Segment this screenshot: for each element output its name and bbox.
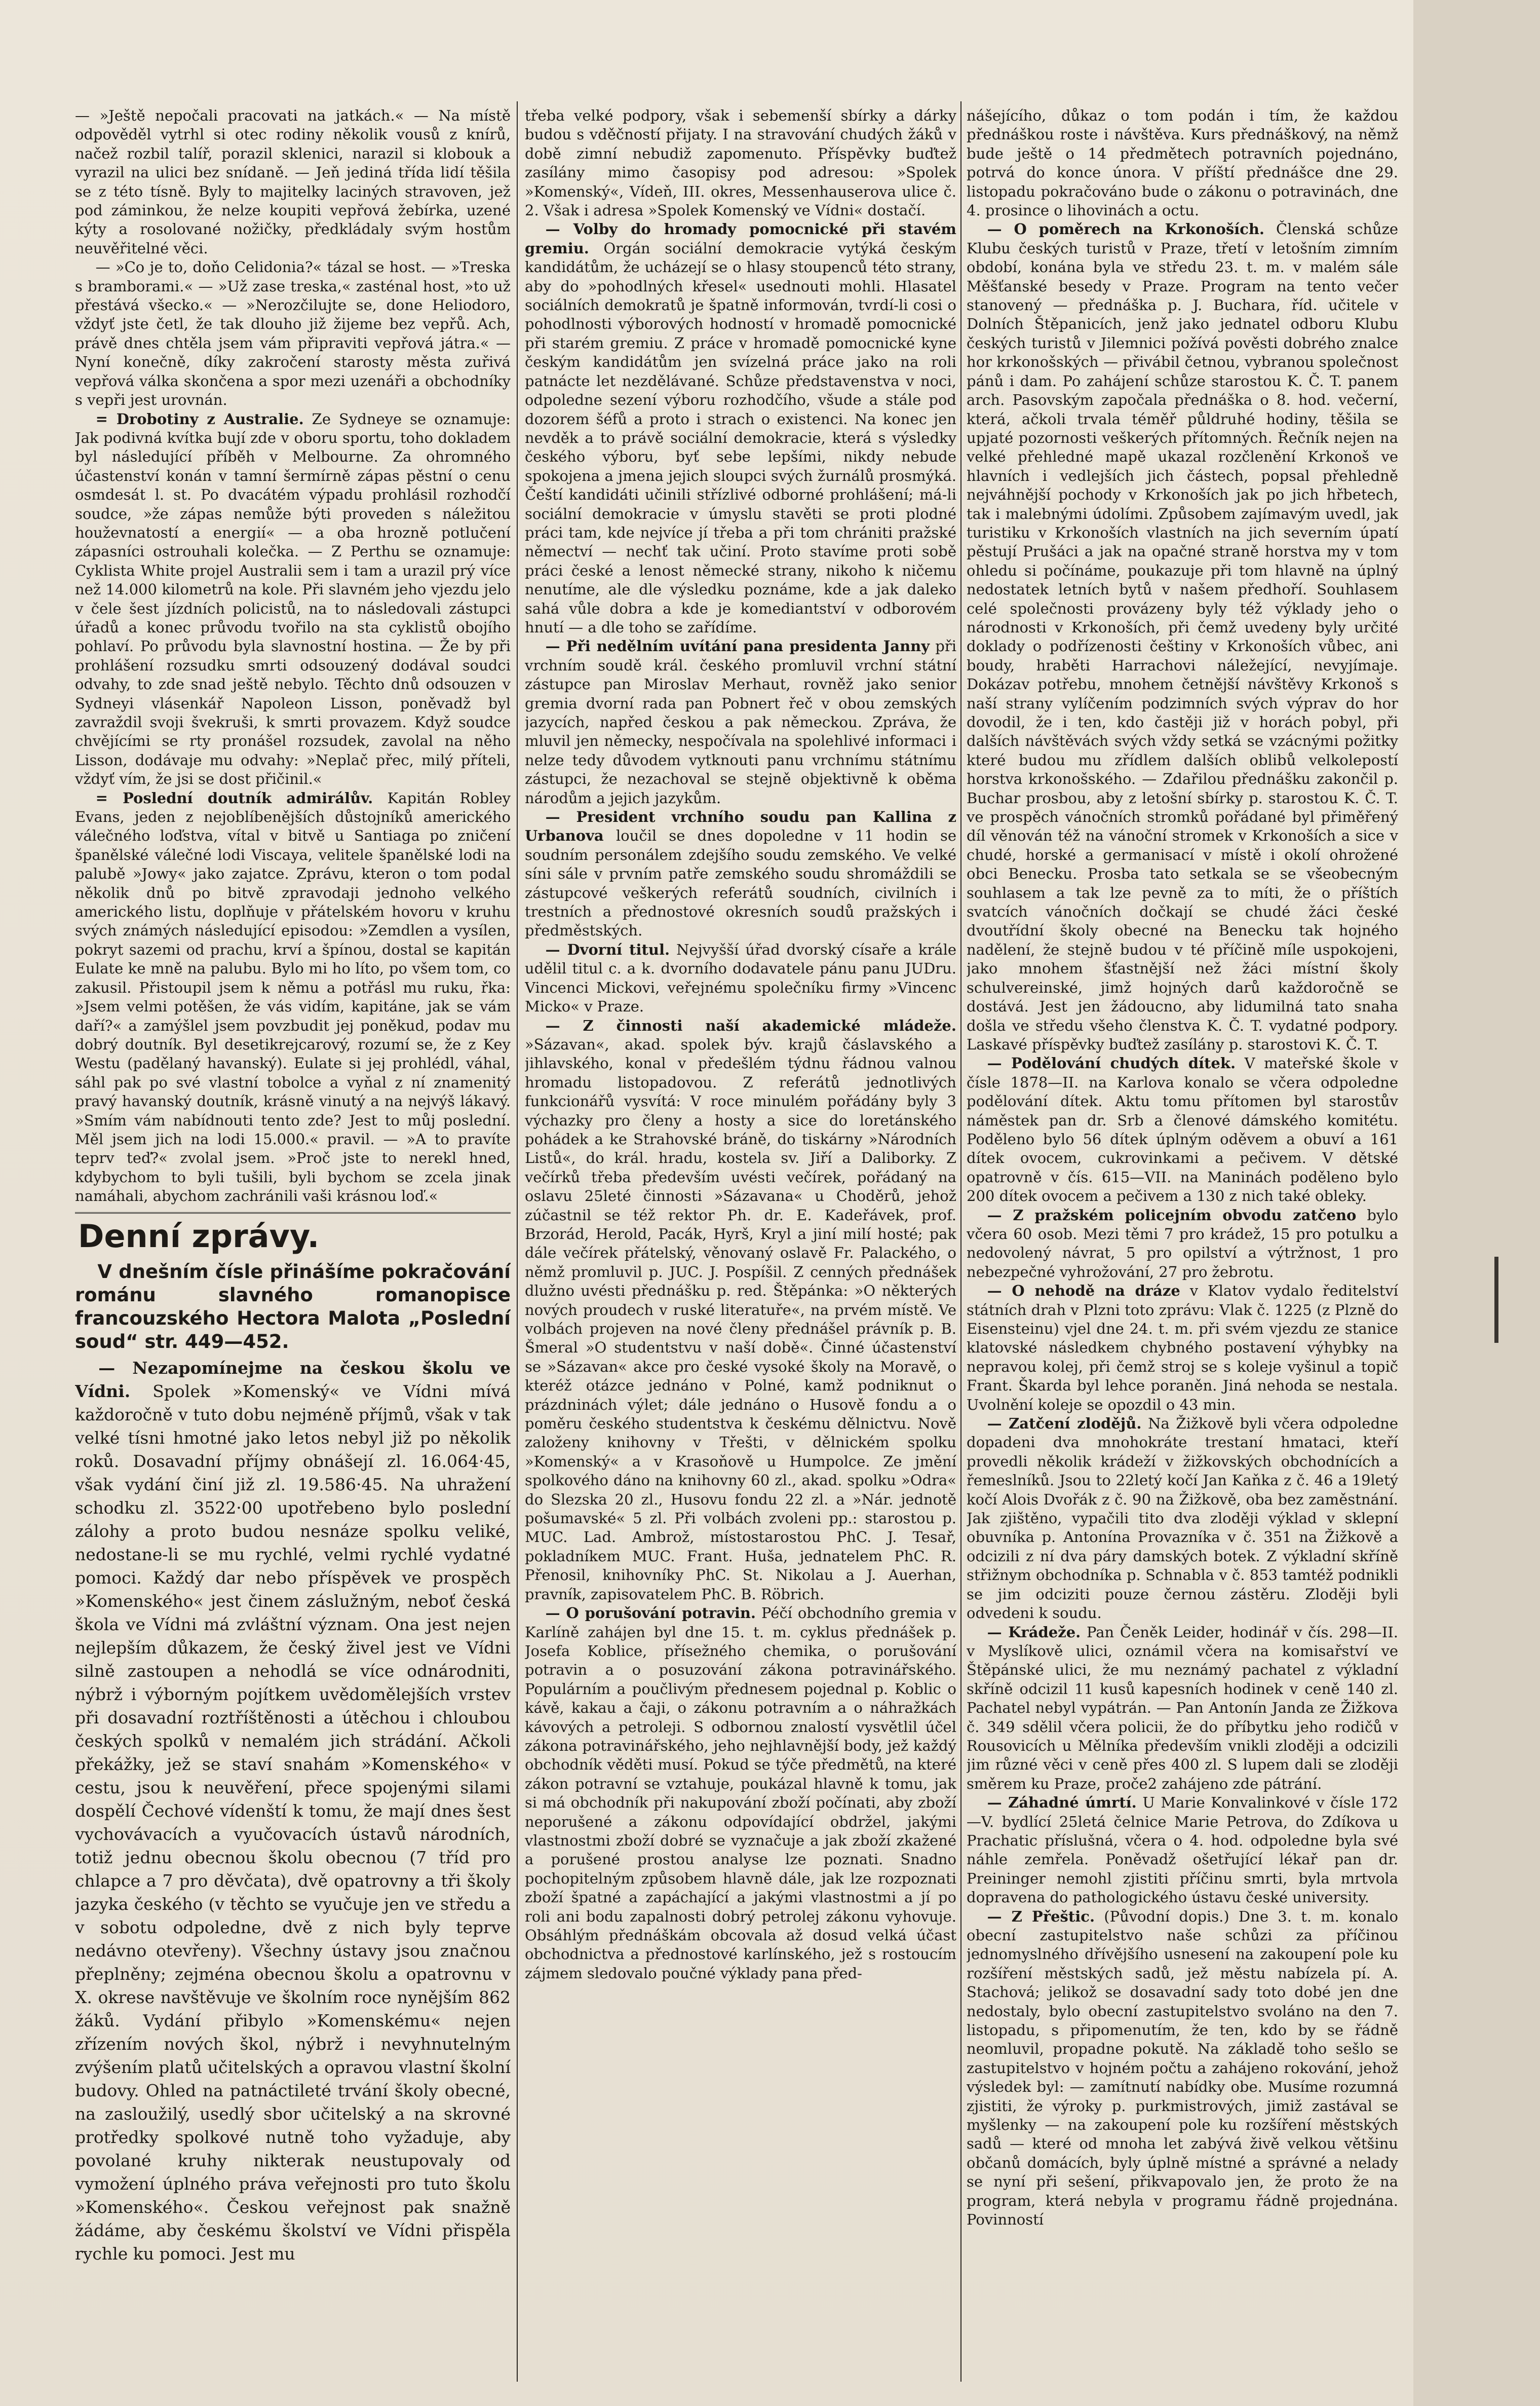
paragraph: V mateřské škole v čísle 1878—II. na Karlova konalo se včera odpoledne podělování dítek. Aktu tomu přítomen byl starostův náměstek pan dr. Srb a členové dámského komitétu. Poděleno bylo 56 dítek úplným oděvem a obuví a 161 dítek ovocem, cukrovinkami a pečivem. V dětské opatrovně v čís. 615—VII. na Maninách poděleno bylo 200 dítek ovocem a pečivem a 130 z nich také obleky. bbox=[967, 1055, 1398, 1205]
column-rule-1 bbox=[517, 101, 518, 2382]
article-heading: — Dvorní titul. bbox=[545, 941, 670, 958]
paragraph: Na Žižkově byli včera odpoledne dopadeni dva mnohokráte trestaní hmataci, kteří provedli několik krádeží v žižkovských obchodnících a řemeslníků. Jsou to 22letý kočí Jan Kaňka z č. 46 a 19letý kočí Alois Dvořák z č. 90 na Žižkově, oba bez zaměstnání. Jak zjištěno, vypačili tito dva zloději výklad v sklepní obuvníka p. Antonína Provazníka v č. 351 na Žižkově a odcizili z ní dva páry damských botek. Z výkladní skříně střižnym obchodníka p. Schnabla v č. 853 tamtéž podnikli se jim odciziti pouze černou zástěru. Zloději byli odvedeni k soudu. bbox=[967, 1415, 1398, 1622]
paragraph: v Klatov vydalo ředitelství státních drah v Plzni toto zprávu: Vlak č. 1225 (z Plzně do Eisensteinu) vjel dne 24. t. m. při svém vjezdu ze stanice klatovské následkem chybného postavení výhybky na nepravou kolej, při čemž stroj se s koleje vyšinul a topič Frant. Škarda byl lehce poraněn. Jiná nehoda se nestala. Uvolnění koleje se opozdil o 43 min. bbox=[967, 1282, 1398, 1413]
article-heading: — Z činnosti naší akademické mládeže. bbox=[545, 1017, 956, 1034]
article-heading: — Z pražském policejním obvodu zatčeno bbox=[987, 1206, 1357, 1224]
paragraph: Kapitán Robley Evans, jeden z nejoblíbenějších důstojníků amerického válečného loďstva, vítal v bitvě u Santiaga po zničení španělské válečné lodi Viscaya, velitele španělské lodi na palubě »Jowy« jako zajatce. Zprávu, kteron o tom podal několik dnů po bitvě zpravodaji jednoho velkého amerického listu, doplňuje v přátelském hovoru v kruhu svých známých následující episodou: »Zemdlen a vysílen, pokryt sazemi od prachu, krví a špínou, dostal se kapitán Eulate ke mně na palubu. Bylo mi ho líto, po všem tom, co zakusil. Přistoupil jsem k němu a potřásl mu ruku, řka: »Jsem velmi potěšen, že vás vidím, kapitáne, jak se vám daří?« a zamýšlel jsem povzbudit jej poněkud, podav mu dobrý doutník. Byl desetikrejcarový, rozumí se, že z Key Westu (padělaný havanský). Eulate si jej prohlédl, váhal, sáhl pak po své vlastní tobolce a vyňal z ní znamenitý pravý havanský doutník, krásně vinutý a na nejvýš lákavý. »Smím vám nabídnouti tento zde? Jest to můj poslední. Měl jsem jich na lodi 15.000.« pravil. — »A to pravíte teprv teď?« zvolal jsem. »Proč jste to nerekl hned, kdybychom to byli tušili, byli bychom se zcela jinak namáhali, abychom zachránili vaši krásnou loď.« bbox=[75, 789, 511, 1205]
paragraph: nášejícího, důkaz o tom podán i tím, že každou přednáškou roste i návštěva. Kurs přednáškový, na němž bude ještě o 14 předmětech potravních pojednáno, potrvá do konce února. V příští přednášce dne 29. listopadu pokračováno bude o zákonu o potravinách, dne 4. prosince o lihovinách a octu. bbox=[967, 107, 1398, 219]
article-heading: — President vrchního soudu pan Kallina z Urbanova bbox=[525, 808, 956, 845]
paragraph: třeba velké podpory, však i sebemenší sbírky a dárky budou s vděčností přijaty. I na stravování chudých žáků v době zimní nebudiž zapomenuto. Příspěvky buďtež zasílány mimo časopisy pod adresou: »Spolek »Komenský«, Vídeň, III. okres, Messenhauserova ulice č. 2. Však i adresa »Spolek Komenský ve Vídni« dostačí. bbox=[525, 107, 956, 219]
column-1 bbox=[75, 106, 511, 2377]
section-divider bbox=[75, 1212, 511, 1214]
lead-notice: V dnešním čísle přinášíme pokračování románu slavného romanopisce francouzského Hectora Malota „Poslední soud“ str. 449—452. bbox=[75, 1260, 511, 1352]
article-heading: — O porušování potravin. bbox=[545, 1604, 756, 1622]
paragraph: Péčí obchodního gremia v Karlíně zahájen byl dne 15. t. m. cyklus přednášek p. Josefa Koblice, přísežného chemika, o porušování potravin a o posuzování zákona potravinářského. Populárním a poučlivým přednesem pojednal p. Koblic o kávě, kakau a čaji, o zákonu potravním a o náhražkách kávových a petroleji. S odbornou znalostí vysvětlil účel zákona potravinářského, jeho nejhlavnější body, jež každý obchodník věděti musí. Pokud se týče předmětů, na které zákon potravní se vztahuje, poukázal hlavně k tomu, jak si má obchodník při nakupování zboží počínati, aby zboží neporušené a zákonu odpovídající obdržel, jakými vlastnostmi zboží dobré se vyznačuje a jak zboží zkažené a porušené prostou analyse lze poznati. Snadno pochopitelným způsobem hlavně dále, jak lze rozpoznati zboží špatné a zapáchající a jakými vlastnostmi a jí po roli ani bodu zapalnosti dobrý petrolej zákonu vyhovuje. Obsáhlým přednáškám obcovala až dosud velká účast obchodnictva a přednostové karlínského, jež s rostoucím zájmem sledovalo poučné výklady pana před- bbox=[525, 1604, 956, 1982]
column-rule-2 bbox=[960, 101, 961, 2382]
article-heading: — Zatčení zlodějů. bbox=[987, 1415, 1142, 1433]
article-heading: — Při nedělním uvítání pana presidenta Janny bbox=[545, 637, 930, 655]
article-heading: — Z Přeštic. bbox=[987, 1907, 1095, 1925]
paragraph: »Sázavan«, akad. spolek býv. krajů čáslavského a jihlavského, konal v předešlém týdnu řádnou valnou hromadu listopadovou. Z referátů jednotlivých funkcionářů vysvítá: V roce minulém pořádány byly 3 výchazky pro členy a hosty a sice do loretánského pohádek a ke Strahovské bráně, do tiskárny »Národních Listů«, do král. hradu, kostela sv. Jiří a Daliborky. Z večírků třeba především uvésti večírek, pořádaný na oslavu 25leté činnosti »Sázavana« u Choděrů, jehož zúčastnil se též rektor Ph. dr. E. Kadeřávek, prof. Brzorád, Herold, Pacák, Hyrš, Kryl a jiní milí hosté; pak dále večírek přátelský, věnovaný oslavě Fr. Palackého, o němž promluvil p. JUC. J. Pospíšil. Z cenných přednášek dlužno uvésti přednášku p. red. Štěpánka: »O některých nových proudech v ruské literatuře«, na prvém místě. Ve volbách projeven na nové členy přednášel právník p. B. Šmeral »O studentstvu v naší době«. Činné účastenství se »Sázavan« akce pro české vysoké školy na Moravě, o kteréž otázce jednáno v Polné, kamž podniknut o prázdninách výlet; dále jednáno o Husově fondu a o poměru českého studentstva k českému dělnictvu. Nově založeny knihovny v Třešti, v dělnickém spolku »Komenský« a v Krasoňově u Humpolce. Ze jmění spolkového dáno na knihovny 60 zl., akad. spolku »Odra« do Slezska 20 zl., Husovu fondu 22 zl. a »Nár. jednotě pošumavské« 5 zl. Při volbách zvoleni pp.: starostou p. MUC. Lad. Ambrož, místostarostou PhC. J. Tesař, pokladníkem MUC. Frant. Huša, jednatelem PhC. R. Přenosil, knihovníky PhC. St. Nikolau a J. Auerhan, pravník, zapisovatelem PhC. B. Röbrich. bbox=[525, 1035, 956, 1603]
paragraph: — »Ještě nepočali pracovati na jatkách.« — Na místě odpověděl vytrhl si otec rodiny několik vousů z knírů, načež rozbil talíř, porazil sklenici, narazil si klobouk a vyrazil na ulici bez snídaně. — Jeň jediná třída lidí těšila se z této tísně. Byly to majitelky laciných stravoven, jež pod záminkou, že nelze koupiti vepřová žebírka, uzené kýty a rosolované nožičky, předkládaly svým hostům neuvěřitelné věci. bbox=[75, 107, 511, 257]
paragraph: U Marie Konvalinkové v čísle 172—V. bydlící 25letá čelnice Marie Petrova, do Zdíkova u Prachatic příslušná, včera o 4. hod. odpoledne byla své náhle zemřela. Poněvadž ošetřující lékař pan dr. Preininger nemohl zjistiti příčinu smrti, byla mrtvola dopravena do pathologického ústavu české university. bbox=[967, 1794, 1398, 1906]
paragraph: Orgán sociální demokracie vytýká českým kandidátům, že ucházejí se o hlasy stoupenců této strany, aby do »pohodlných křesel« usednouti mohli. Hlasatel sociálních demokratů je špatně informován, tvrdí-li cosi o pohodlnosti výborových hodností v hromadě pomocnické při starém gremiu. Z práce v hromadě pomocnické kyne českým kandidátům jen svízelná práce jako na roli patnácte let nezdělávané. Schůze představenstva v noci, odpoledne sezení výboru rozhodčího, všude a stále pod dozorem šéfů a proto i strach o existenci. Na konec jen nevděk a to právě sociální demokracie, která s výsledky českého výboru, byť sebe lepšími, nikdy nebude spokojena a jmena jejich sloupci svých žurnálů prosmýká. Čeští kandidáti učinili střízlivé odborné prohlášení; má-li sociální demokracie v úmyslu stavěti se proti plodné práci tam, kde nejvíce jí třeba a při tom chrániti pražské němectví — nechť tak učiní. Proto stavíme proti sobě práci české a lenost německé strany, nikoho k ničemu nenutíme, ale dle výsledku poznáme, kde a jak daleko sahá vůle dobra a kde je komediantství v odborovém hnutí — a dle toho se zařídíme. bbox=[525, 239, 956, 636]
article-heading: — Volby do hromady pomocnické při stavém gremiu. bbox=[525, 220, 956, 257]
margin-mark bbox=[1494, 1257, 1498, 1343]
paragraph: bylo včera 60 osob. Mezi těmi 7 pro krádež, 15 pro potulku a nedovolený návrat, 5 pro opilství a výtržnost, 1 pro nebezpečné vyhrožování, 27 pro žebrotu. bbox=[967, 1206, 1398, 1281]
article-heading: — Krádeže. bbox=[987, 1623, 1081, 1641]
section-title: Denní zprávy. bbox=[78, 1217, 320, 1255]
article-heading: — Podělování chudých dítek. bbox=[987, 1055, 1236, 1072]
column-2 bbox=[525, 106, 956, 2377]
article-heading: = Drobotiny z Australie. bbox=[95, 410, 304, 428]
paragraph: Nejvyšší úřad dvorský císaře a krále udělil titul c. a k. dvorního dodavatele pánu panu JUDru. Vincenci Mickovi, veřejnému společníku firmy »Vincenc Micko« v Praze. bbox=[525, 941, 956, 1016]
paragraph: loučil se dnes dopoledne v 11 hodin se soudním personálem zdejšího soudu zemského. Ve velké síni sále v prvním patře zemského soudu shromáždili se zástupcové veškerých referátů soudních, civilních i trestních a přednostové okresních soudů pražských i předměstských. bbox=[525, 827, 956, 939]
paragraph: Spolek »Komenský« ve Vídni mívá každoročně v tuto dobu nejméně příjmů, však v tak velké tísni hmotné jako letos nebyl již po několik roků. Dosavadní příjmy obnášejí zl. 16.064·45, však vydání činí již zl. 19.586·45. Na uhražení schodku zl. 3522·00 upotřebeno bylo poslední zálohy a proto budou nesnáze spolku veliké, nedostane-li se mu rychlé, velmi rychlé vydatné pomoci. Každý dar nebo příspěvek ve prospěch »Komenského« jest činem záslužným, neboť česká škola ve Vídni má zvláštní význam. Ona jest nejen nejlepším důkazem, že český živel jest ve Vídni silně zastoupen a nehodlá se více odnárodniti, nýbrž i výborným pojítkem uvědomělejších vrstev při dosavadní roztříštěnosti a útěchou i chloubou českých spolků v nemalém jich strádání. Ačkoli překážky, jež se staví snahám »Komenského« v cestu, jsou k neuvěření, přece spojenými silami dospělí Čechové vídenští k tomu, že mají dnes šest vychovávacích a vyučovacích ústavů národních, totiž jednu obecnou školu obecnou (7 tříd pro chlapce a 7 pro děvčata), dvě opatrovny a tři školy jazyka českého (v těchto se vyučuje jen ve středu a v sobotu odpoledne, dvě z nich byly teprve nedávno otevřeny). Všechny ústavy jsou značnou přeplněny; zejména obecnou školu a opatrovnu v X. okrese navštěvuje ve školním roce nynějším 862 žáků. Vydání přibylo »Komenskému« nejen zřízením nových škol, nýbrž i nevyhnutelným zvýšením platů učitelských a opravou vlastní školní budovy. Ohled na patnáctileté trvání školy obecné, na zasloužilý, usedlý sbor učitelský a na skrovné protředky spolkové nutně toho vyžaduje, aby povolané kruhy nikterak neustupovaly od vymožení úplného práva veřejnosti pro tuto školu »Komenského«. Českou veřejnost pak snažně žádáme, aby českému školství ve Vídni přispěla rychle ku pomoci. Jest mu bbox=[75, 1381, 511, 2264]
article-heading: — O poměrech na Krkonoších. bbox=[987, 220, 1265, 238]
article-heading: = Poslední doutník admirálův. bbox=[95, 789, 373, 807]
paragraph: Pan Čeněk Leider, hodinář v čís. 298—II. v Myslíkově ulici, oznámil včera na komisařství ve Štěpánské ulici, že mu neznámý pachatel z výkladní skříně odcizil 11 kusů kapesních hodinek v ceně 140 zl. Pachatel nebyl vypátrán. — Pan Antonín Janda ze Žižkova č. 349 sdělil včera policii, že do příbytku jeho rodičů v Rousovicích u Mělníka především vnikli zloději a odcizili jim různé věci v ceně přes 400 zl. S lupem dali se zloději směrem ku Praze, proče2 zahájeno zde pátrání. bbox=[967, 1623, 1398, 1792]
page-margin-right bbox=[1413, 0, 1540, 2406]
article-heading: — O nehodě na dráze bbox=[987, 1282, 1180, 1300]
article-heading: — Nezapomínejme na českou školu ve Vídni. bbox=[75, 1358, 511, 1401]
article-heading: — Záhadné úmrtí. bbox=[987, 1794, 1137, 1812]
column-3 bbox=[967, 106, 1398, 2377]
paragraph: Členská schůze Klubu českých turistů v Praze, třetí v letošním zimním období, konána byla ve středu 23. t. m. v malém sále Měšťanské besedy v Praze. Program na tento večer stanovený — přednáška p. J. Buchara, říd. učitele v Dolních Štěpanicích, jenž jako jednatel odboru Klubu českých turistů v Jilemnici požívá pověsti dobrého znalce hor krkonošských — přivábil četnou, vybranou společnost pánů i dam. Po zahájení schůze starostou K. Č. T. panem arch. Pasovským započala přednáška o 8. hod. večerní, která, ačkoli trvala téměř půldruhé hodiny, těšila se upjaté pozornosti veškerých přítomných. Řečník nejen na velké přehledné mapě ukazal rozčlenění Krkonoš ve hlavních i vedlejších jich částech, popsal přehledně nejváhnější pochody v Krkonoších jak po jich hřbetech, tak i malebnými údolími. Způsobem zajímavým uvedl, jak turistiku v Krkonoších vlastních na jich severním úpatí pěstují Prušáci a jak na opačné straně horstva my v tom ohledu si počínáme, poukazuje při tom hlavně na úplný nedostatek letních bytů v našem předhoří. Souhlasem celé společnosti provázeny byly též výklady jeho o národnosti v Krkonoších, při čemž uvedeny byly určité doklady o podřízenosti češtiny v Krkonoších vůbec, ani boudy, hraběti Harrachovi náležející, nevyjímaje. Dokázav potřebu, mnohem četnější návštěvy Krkonoš s naší strany vylíčením podzimních svých výprav do hor dovodil, že i ten, kdo častěji již v horách pobyl, při dalších návštěvách svých vždy setká se vzácnými požitky které budou mu zřídlem dalších oblibů velkolepostí horstva krkonošského. — Zdařilou přednášku zakončil p. Buchar prosbou, aby z letošní sbírky p. starostou K. Č. T. ve prospěch vánočních stromků pořádané byl přiměřený díl věnován též na vánoční stromek v Krkonoších a sice v chudé, horské a germanisací v místě i okolí ohrožené obci Benecku. Prosba tato setkala se se všeobecným souhlasem a tak lze pevně za to míti, že o příštích svatcích vánočních dočkají se chudé žáci české dvoutřídní školy obecné na Benecku tak hojného nadělení, že stejně budou v té příčině míle uspokojeni, jako mnohem šťastnější než žáci místní školy schulvereinské, jimž hojných darů každoročně se dostává. Jest jen žádoucno, aby lidumilná tato snaha došla ve středu všeho členstva K. Č. T. vydatné podpory. Laskavé příspěvky buďtež zasílány p. starostovi K. Č. T. bbox=[967, 220, 1398, 1053]
paragraph: při vrchním soudě král. českého promluvil vrchní státní zástupce pan Miroslav Merhaut, rovněž jako senior gremia dvorní rada pan Pobnert řeč v obou zemských jazycích, napřed českou a pak německou. Zpráva, že mluvil jen německy, nespočívala na spolehlivé informaci i nelze tedy důvodem vytknouti panu vrchnímu státnímu zástupci, že nezachoval se stejně objektivně k oběma národům a jejich jazykům. bbox=[525, 637, 956, 807]
paragraph: Ze Sydneye se oznamuje: Jak podivná kvítka bují zde v oboru sportu, toho dokladem byl následující příběh v Melbourne. Za ohromného účastenství konán v tamní šermírně zápas pěstní o cenu osmdesát l. st. Po dvacátém výpadu prohlásil rozhodčí soudce, »že zápas nemůže býti proveden s náležitou houževnatostí a energií« — a oba hrozně potlučení zápasníci ostrouhali kolečka. — Z Perthu se oznamuje: Cyklista White projel Australii sem i tam a urazil prý více než 14.000 kilometrů na kole. Při slavném jeho vjezdu jelo v čele šest jízdních policistů, na to následovali zástupci úřadů a konec průvodu tvořilo na sta cyklistů obojího pohlaví. Po průvodu byla slavnostní hostina. — Že by při prohlášení rozsudku smrti odsouzený dodával soudci odvahy, to zde snad ještě nebylo. Těchto dnů odsouzen v Sydneyi vlásenkář Napoleon Lisson, poněvadž byl zavraždil svoji švekruši, k smrti provazem. Když soudce chvějícími se rty pronášel rozsudek, zavolal na něho Lisson, dodávaje mu odvahy: »Neplač přec, milý příteli, vždyť vím, že jsi se dost přičinil.« bbox=[75, 410, 511, 788]
paragraph: (Původní dopis.) Dne 3. t. m. konalo obecní zastupitelstvo naše schůzi za příčinou jednomyslného dřívějšího usnesení na zakoupení pole ku rozšíření městských sadů, jež městu nabízela pí. A. Stachová; jelikož se dosavadní sady toto dobé jen dne nedostaly, bylo obecní zastupitelstvo svoláno na den 7. listopadu, s připomenutím, že ten, kdo by se řádně neomluvil, propadne pokutě. Na základě toho sešlo se zastupitelstvo v hojném počtu a zahájeno rokování, jehož výsledek byl: — zamítnutí nabídky obe. Musíme rozumná zjistiti, že výroky p. purkmistrových, jimiž zastával se myšlenky — na zakoupení pole ku rozšíření městských sadů — které od mnoha let zabývá živě velkou většinu občanů domácích, byly úplně místné a správné a nelady se nyní při sešení, přikvapovalo jen, že proto že na program, která nebyla v programu řádně projednána. Povinností bbox=[967, 1907, 1398, 2229]
paragraph: — »Co je to, doňo Celidonia?« tázal se host. — »Treska s bramborami.« — »Už zase treska,« zasténal host, »to už přestává všecko.« — »Nerozčilujte se, done Heliodoro, vždyť jste četl, že tak dlouho již žijeme bez vepřů. Ach, právě dnes chtěla jsem vám připraviti vepřová játra.« — Nyní konečně, díky zakročení starosty města zuřivá vepřová válka skončena a spor mezi uzenáři a obchodníky s vepři jest urovnán. bbox=[75, 258, 511, 409]
